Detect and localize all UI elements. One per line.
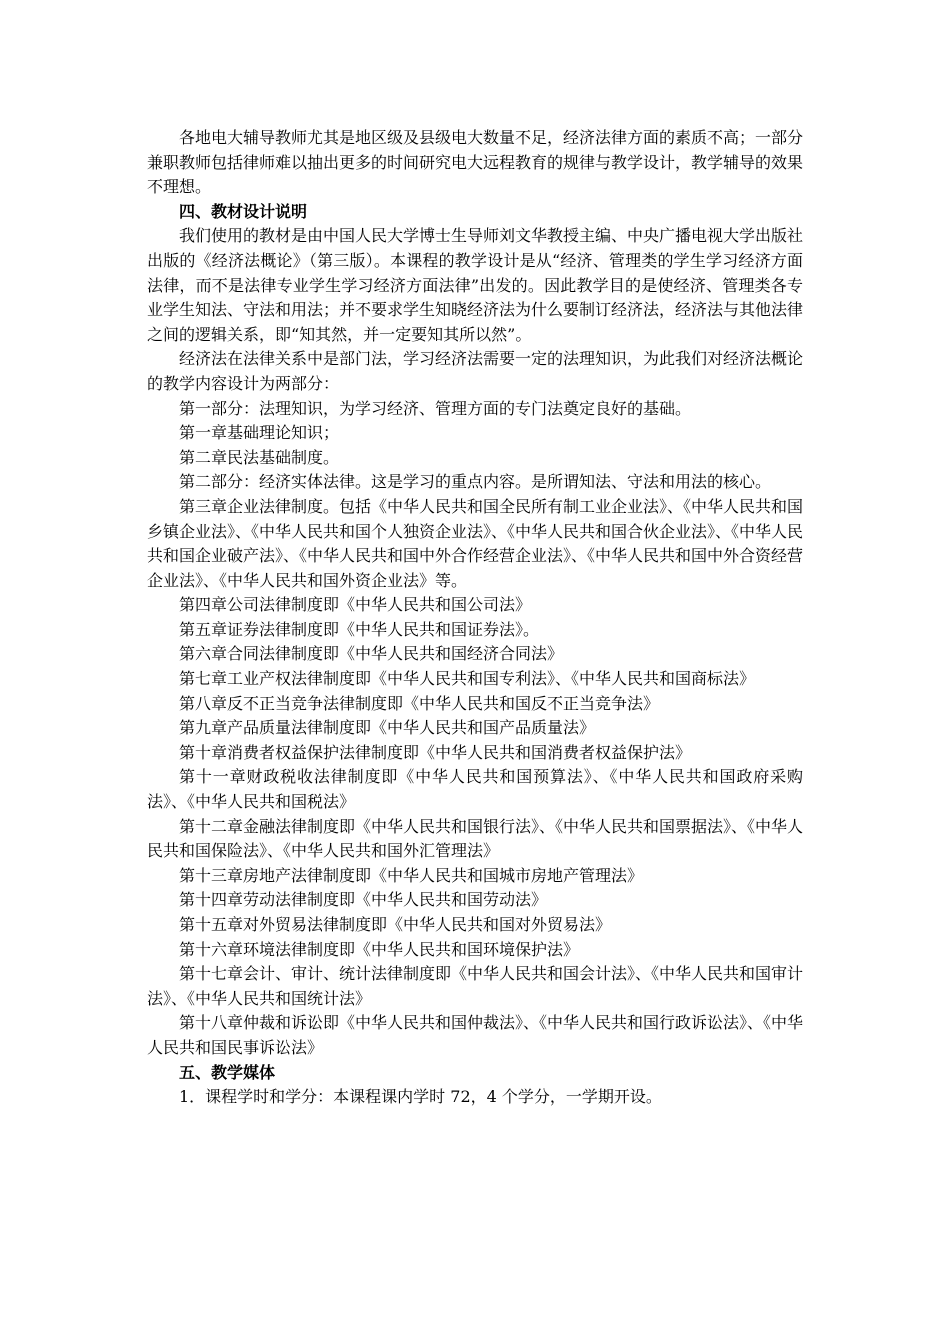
chapter-18: 第十八章仲裁和诉讼即《中华人民共和国仲裁法》、《中华人民共和国行政诉讼法》、《中华人民共和国民事诉讼法》 [147,1013,804,1057]
paragraph-tutor-shortage: 各地电大辅导教师尤其是地区级及县级电大数量不足，经济法律方面的素质不高；一部分兼职教师包括律师难以抽出更多的时间研究电大远程教育的规律与教学设计，教学辅导的效果不理想。 [147,128,804,197]
paragraph-part-two: 第二部分：经济实体法律。这是学习的重点内容。是所谓知法、守法和用法的核心。 [179,472,772,492]
paragraph-part-one: 第一部分：法理知识，为学习经济、管理方面的专门法奠定良好的基础。 [179,398,692,418]
chapter-15: 第十五章对外贸易法律制度即《中华人民共和国对外贸易法》 [179,915,612,934]
document-page [147,126,803,1110]
chapter-14: 第十四章劳动法律制度即《中华人民共和国劳动法》 [179,890,548,910]
chapter-17: 第十七章会计、审计、统计法律制度即《中华人民共和国会计法》、《中华人民共和国审计法》、《中华人民共和国统计法》 [147,964,804,1008]
paragraph-course-hours: 1．课程学时和学分：本课程课内学时 72，4 个学分，一学期开设。 [179,1087,662,1107]
chapter-1: 第一章基础理论知识； [179,423,340,443]
chapter-9: 第九章产品质量法律制度即《中华人民共和国产品质量法》 [179,718,596,738]
chapter-13: 第十三章房地产法律制度即《中华人民共和国城市房地产管理法》 [179,865,644,885]
chapter-8: 第八章反不正当竞争法律制度即《中华人民共和国反不正当竞争法》 [179,693,660,713]
chapter-12: 第十二章金融法律制度即《中华人民共和国银行法》、《中华人民共和国票据法》、《中华人民共和国保险法》、《中华人民共和国外汇管理法》 [147,816,804,861]
chapter-4: 第四章公司法律制度即《中华人民共和国公司法》 [179,595,532,615]
heading-teaching-media: 五、教学媒体 [179,1062,276,1082]
chapter-10: 第十章消费者权益保护法律制度即《中华人民共和国消费者权益保护法》 [179,742,692,762]
paragraph-two-parts: 经济法在法律关系中是部门法，学习经济法需要一定的法理知识，为此我们对经济法概论的教学内容设计为两部分： [147,349,804,393]
chapter-16: 第十六章环境法律制度即《中华人民共和国环境保护法》 [179,939,580,959]
chapter-7: 第七章工业产权法律制度即《中华人民共和国专利法》、《中华人民共和国商标法》 [179,669,756,689]
chapter-5: 第五章证券法律制度即《中华人民共和国证券法》。 [179,619,540,639]
chapter-6: 第六章合同法律制度即《中华人民共和国经济合同法》 [179,644,564,664]
chapter-3: 第三章企业法律制度。包括《中华人民共和国全民所有制工业企业法》、《中华人民共和国乡镇企业法》、《中华人民共和国个人独资企业法》、《中华人民共和国合伙企业法》、《中华人民共和国企业破产法》、《中华人民共和国中外合作经营企业法》、《中华人民共和国中外合资经营企业法》、《中华人民共和国外资企业法》等。 [147,496,804,590]
chapter-2: 第二章民法基础制度。 [179,447,340,467]
heading-textbook-design: 四、教材设计说明 [179,201,308,221]
chapter-11: 第十一章财政税收法律制度即《中华人民共和国预算法》、《中华人民共和国政府采购法》、《中华人民共和国税法》 [147,767,803,812]
paragraph-textbook-intro: 我们使用的教材是由中国人民大学博士生导师刘文华教授主编、中央广播电视大学出版社出版的《经济法概论》（第三版）。本课程的教学设计是从“经济、管理类的学生学习经济方面法律，而不是法律专业学生学习经济方面法律”出发的。因此教学目的是使经济、管理类各专业学生知法、守法和用法；并不要求学生知晓经济法为什么要制订经济法，经济法与其他法律之间的逻辑关系，即“知其然，并一定要知其所以然”。 [147,226,804,344]
